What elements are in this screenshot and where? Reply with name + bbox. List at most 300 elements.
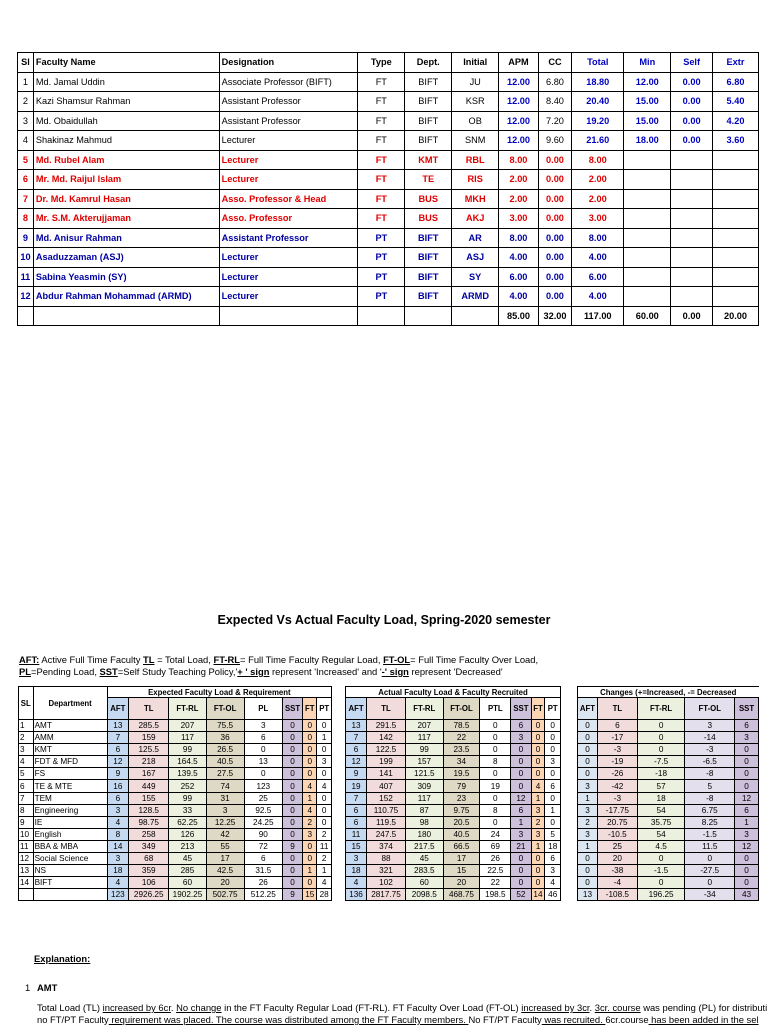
table-row [346,732,561,744]
total-cell: 2098.5 [405,889,443,901]
legend-ftrl-label: FT-RL [213,654,241,665]
type-cell: PT [358,267,405,287]
value-cell: 88 [367,853,406,865]
value-cell: 6 [511,804,531,816]
value-cell: 0 [303,853,317,865]
table-row [346,768,561,780]
table-row [578,804,759,816]
apm-cell: 2.00 [499,170,539,190]
legend-sst-label: SST [99,666,118,677]
legend-tl-text: = Total Load, [154,654,214,665]
value-cell: 152 [367,792,406,804]
value-cell: -10.5 [597,828,637,840]
legend-pl-label: PL [19,666,31,677]
empty-cell [33,889,107,901]
sl-cell: 5 [19,768,34,780]
value-cell: 1 [545,804,561,816]
table-row [19,792,332,804]
table-row [578,816,759,828]
value-cell: 6 [735,804,759,816]
department-cell: English [33,828,107,840]
value-cell: 309 [405,780,443,792]
table-row [18,131,759,151]
table-row [578,768,759,780]
header-sl: Sl [18,53,34,73]
min-cell: 18.00 [624,131,671,151]
total-cell: 468.75 [443,889,480,901]
value-cell: 6 [735,720,759,732]
value-cell: 0 [317,816,332,828]
emphasis-text: No change [176,1002,222,1013]
department-cell: AMM [33,732,107,744]
col-header-sst: SST [511,698,531,720]
value-cell: 1 [303,865,317,877]
total-total: 117.00 [572,306,624,326]
cc-cell: 0.00 [538,170,571,190]
value-cell: 3 [578,828,598,840]
total-cell: 46 [545,889,561,901]
value-cell: 3 [107,804,128,816]
value-cell: 0 [480,732,511,744]
value-cell: -3 [685,744,735,756]
faculty-name-cell: Shakinaz Mahmud [33,131,219,151]
total-cell: -34 [685,889,735,901]
initial-cell: MKH [452,189,499,209]
value-cell: 1 [317,732,332,744]
department-cell: BIFT [33,877,107,889]
value-cell: 6 [545,780,561,792]
value-cell: 0 [578,744,598,756]
value-cell: 2 [317,828,332,840]
faculty-name-cell: Sabina Yeasmin (SY) [33,267,219,287]
value-cell: 45 [169,853,206,865]
value-cell: 207 [405,720,443,732]
col-header-ft: FT [531,698,545,720]
table-row [18,72,759,92]
min-cell [624,189,671,209]
value-cell: 13 [107,720,128,732]
value-cell: -17 [597,732,637,744]
value-cell: 3 [346,853,367,865]
value-cell: 0 [511,865,531,877]
empty-cell [452,306,499,326]
table-row [18,170,759,190]
legend-ftol-text: = Full Time Faculty Over Load, [410,654,539,665]
self-cell [671,287,713,307]
value-cell: 99 [405,744,443,756]
faculty-table-header [18,53,759,73]
dept-cell: BIFT [405,287,452,307]
value-cell: 17 [443,853,480,865]
value-cell: -8 [685,768,735,780]
totals-row [18,306,759,326]
value-cell: 139.5 [169,768,206,780]
value-cell: 26 [244,877,282,889]
expected-load-table [18,686,332,901]
value-cell: 0 [531,877,545,889]
table-row [346,853,561,865]
value-cell: 1 [578,840,598,852]
cc-cell: 0.00 [538,228,571,248]
sl-cell: 2 [18,92,34,112]
value-cell: 25 [244,792,282,804]
value-cell: 17 [206,853,244,865]
value-cell: 6 [597,720,637,732]
value-cell: 60 [405,877,443,889]
value-cell: 0 [282,853,302,865]
initial-cell: KSR [452,92,499,112]
table-row [18,209,759,229]
dept-cell: TE [405,170,452,190]
actual-group-title: Actual Faculty Load & Faculty Recruited [346,687,561,698]
value-cell: 0 [282,768,302,780]
min-cell: 15.00 [624,92,671,112]
header-apm: APM [499,53,539,73]
value-cell: 1 [531,792,545,804]
value-cell: 0 [282,756,302,768]
total-cell: 19.20 [572,111,624,131]
table-row [19,877,332,889]
value-cell: 16 [107,780,128,792]
value-cell: -17.75 [597,804,637,816]
table-row [346,816,561,828]
dept-cell: BIFT [405,72,452,92]
legend-ftrl-text: = Full Time Faculty Regular Load, [240,654,384,665]
value-cell: 0 [303,840,317,852]
value-cell: 0 [282,792,302,804]
explanation-item-number: 1 [25,982,31,993]
value-cell: 4 [303,780,317,792]
value-cell: 3 [735,828,759,840]
total-min: 60.00 [624,306,671,326]
sl-cell: 12 [18,287,34,307]
explanation-heading: Explanation: [34,953,91,964]
total-cell: 20.40 [572,92,624,112]
value-cell: 57 [637,780,685,792]
value-cell: 22 [480,877,511,889]
value-cell: 359 [129,865,169,877]
type-cell: FT [358,92,405,112]
value-cell: 6 [511,720,531,732]
total-cell: 4.00 [572,287,624,307]
value-cell: 157 [405,756,443,768]
sl-cell: 1 [19,720,34,732]
value-cell: 0 [578,756,598,768]
value-cell: 0 [531,744,545,756]
value-cell: 0 [244,768,282,780]
value-cell: 18 [545,840,561,852]
value-cell: 45 [405,853,443,865]
sl-cell: 8 [18,209,34,229]
value-cell: -4 [597,877,637,889]
value-cell: 3 [685,720,735,732]
table-row [578,840,759,852]
value-cell: 8 [107,828,128,840]
value-cell: 106 [129,877,169,889]
value-cell: 5 [545,828,561,840]
value-cell: 0 [531,720,545,732]
table-row [346,756,561,768]
col-header-tl: TL [129,698,169,720]
value-cell: 98 [405,816,443,828]
value-cell: 42 [206,828,244,840]
value-cell: 0 [637,732,685,744]
value-cell: 0 [735,780,759,792]
min-cell [624,209,671,229]
value-cell: 0 [303,732,317,744]
value-cell: 66.5 [443,840,480,852]
self-cell: 0.00 [671,72,713,92]
extr-cell: 6.80 [712,72,758,92]
type-cell: FT [358,209,405,229]
faculty-name-cell: Mr. S.M. Akterujjaman [33,209,219,229]
value-cell: 40.5 [206,756,244,768]
value-cell: -3 [597,792,637,804]
table-row [18,92,759,112]
value-cell: 6 [244,732,282,744]
value-cell: 102 [367,877,406,889]
table-row [578,720,759,732]
total-cell: 21.60 [572,131,624,151]
value-cell: 40.5 [443,828,480,840]
value-cell: 4 [317,877,332,889]
header-min: Min [624,53,671,73]
department-cell: BBA & MBA [33,840,107,852]
legend-pl-text: =Pending Load, [30,666,100,677]
value-cell: 0 [735,768,759,780]
sl-cell: 11 [19,840,34,852]
value-cell: 291.5 [367,720,406,732]
total-cell: 13 [578,889,598,901]
total-cc: 32.00 [538,306,571,326]
cc-cell: 0.00 [538,150,571,170]
value-cell: 31.5 [244,865,282,877]
value-cell: 252 [169,780,206,792]
designation-cell: Lecturer [219,287,358,307]
self-cell: 0.00 [671,111,713,131]
value-cell: 23.5 [443,744,480,756]
apm-cell: 12.00 [499,92,539,112]
plain-text: . [170,1002,177,1013]
value-cell: 1 [578,792,598,804]
value-cell: 258 [129,828,169,840]
value-cell: 12 [107,756,128,768]
sl-cell: 10 [19,828,34,840]
value-cell: 218 [129,756,169,768]
faculty-name-cell: Dr. Md. Kamrul Hasan [33,189,219,209]
header-self: Self [671,53,713,73]
value-cell: 207 [169,720,206,732]
value-cell: 90 [244,828,282,840]
emphasis-text: has been added in the sel [648,1014,759,1025]
value-cell: 24 [480,828,511,840]
value-cell: 0 [578,877,598,889]
total-extr: 20.00 [712,306,758,326]
value-cell: 164.5 [169,756,206,768]
value-cell: 167 [129,768,169,780]
value-cell: 0 [480,792,511,804]
value-cell: 13 [346,720,367,732]
plain-text: 6cr.course [605,1014,649,1025]
legend-minus-text: represent 'Decreased' [408,666,503,677]
value-cell: 11 [346,828,367,840]
table-row [18,111,759,131]
table-row [578,732,759,744]
value-cell: 0 [637,720,685,732]
min-cell [624,248,671,268]
value-cell: 321 [367,865,406,877]
header-extr: Extr [712,53,758,73]
value-cell: 3 [206,804,244,816]
value-cell: 0 [578,732,598,744]
table-row [19,816,332,828]
sl-cell: 3 [18,111,34,131]
initial-cell: RBL [452,150,499,170]
value-cell: 26.5 [206,744,244,756]
designation-cell: Associate Professor (BIFT) [219,72,358,92]
value-cell: 12 [735,840,759,852]
apm-cell: 2.00 [499,189,539,209]
cc-cell: 0.00 [538,267,571,287]
value-cell: 19.5 [443,768,480,780]
initial-cell: ARMD [452,287,499,307]
value-cell: 449 [129,780,169,792]
faculty-name-cell: Md. Jamal Uddin [33,72,219,92]
value-cell: 4 [107,877,128,889]
value-cell: 54 [637,828,685,840]
value-cell: 12 [735,792,759,804]
dept-cell: BIFT [405,228,452,248]
designation-cell: Asso. Professor & Head [219,189,358,209]
value-cell: -8 [685,792,735,804]
value-cell: 54 [637,804,685,816]
value-cell: -14 [685,732,735,744]
total-cell: 3.00 [572,209,624,229]
total-cell: 8.00 [572,228,624,248]
min-cell [624,287,671,307]
designation-cell: Lecturer [219,131,358,151]
totals-row [19,889,332,901]
value-cell: 79 [443,780,480,792]
value-cell: 20 [597,853,637,865]
value-cell: 2 [531,816,545,828]
sl-cell: 8 [19,804,34,816]
value-cell: 69 [480,840,511,852]
value-cell: 78.5 [443,720,480,732]
table-row [346,792,561,804]
value-cell: 1 [735,816,759,828]
value-cell: -7.5 [637,756,685,768]
table-row [19,804,332,816]
value-cell: 14 [107,840,128,852]
value-cell: 4 [303,804,317,816]
value-cell: 0 [735,877,759,889]
sl-cell: 11 [18,267,34,287]
table-row [578,865,759,877]
value-cell: 22.5 [480,865,511,877]
table-row [18,267,759,287]
value-cell: 20 [443,877,480,889]
value-cell: 0 [531,865,545,877]
initial-cell: AKJ [452,209,499,229]
value-cell: 0 [511,768,531,780]
table-row [19,768,332,780]
value-cell: 0 [545,816,561,828]
dept-cell: BIFT [405,248,452,268]
cc-cell: 0.00 [538,209,571,229]
value-cell: 2 [578,816,598,828]
value-cell: 8.25 [685,816,735,828]
value-cell: 0 [545,792,561,804]
total-cell: 2817.75 [367,889,406,901]
extr-cell [712,228,758,248]
value-cell: 0 [303,768,317,780]
self-cell [671,189,713,209]
type-cell: PT [358,287,405,307]
value-cell: 0 [637,877,685,889]
sl-cell: 1 [18,72,34,92]
value-cell: 18 [346,865,367,877]
value-cell: 0 [317,744,332,756]
value-cell: 15 [346,840,367,852]
plain-text: was pending (PL) for distributi [640,1002,768,1013]
emphasis-text: increased by 6cr [102,1002,171,1013]
value-cell: 3 [511,732,531,744]
value-cell: 285.5 [129,720,169,732]
total-cell: 2.00 [572,170,624,190]
cc-cell: 9.60 [538,131,571,151]
value-cell: 0 [303,756,317,768]
value-cell: 7 [346,732,367,744]
total-cell: 18.80 [572,72,624,92]
department-header: Department [33,687,107,720]
value-cell: 0 [578,865,598,877]
value-cell: 3 [244,720,282,732]
extr-cell [712,189,758,209]
table-row [346,828,561,840]
min-cell [624,150,671,170]
value-cell: 6.75 [685,804,735,816]
value-cell: 0 [685,853,735,865]
value-cell: 0 [317,768,332,780]
value-cell: 23 [443,792,480,804]
value-cell: -38 [597,865,637,877]
value-cell: 285 [169,865,206,877]
apm-cell: 12.00 [499,131,539,151]
actual-load-table [345,686,561,901]
value-cell: 217.5 [405,840,443,852]
value-cell: 128.5 [129,804,169,816]
value-cell: 407 [367,780,406,792]
explanation-item-name: AMT [37,982,58,993]
faculty-name-cell: Md. Anisur Rahman [33,228,219,248]
value-cell: 4 [545,877,561,889]
value-cell: 6 [346,816,367,828]
sl-cell: 2 [19,732,34,744]
header-cc: CC [538,53,571,73]
table-row [346,804,561,816]
value-cell: 0 [545,720,561,732]
header-dept: Dept. [405,53,452,73]
extr-cell [712,248,758,268]
value-cell: 1 [511,816,531,828]
value-cell: 0 [303,877,317,889]
value-cell: -19 [597,756,637,768]
initial-cell: SY [452,267,499,287]
cc-cell: 7.20 [538,111,571,131]
self-cell: 0.00 [671,92,713,112]
value-cell: 0 [244,744,282,756]
